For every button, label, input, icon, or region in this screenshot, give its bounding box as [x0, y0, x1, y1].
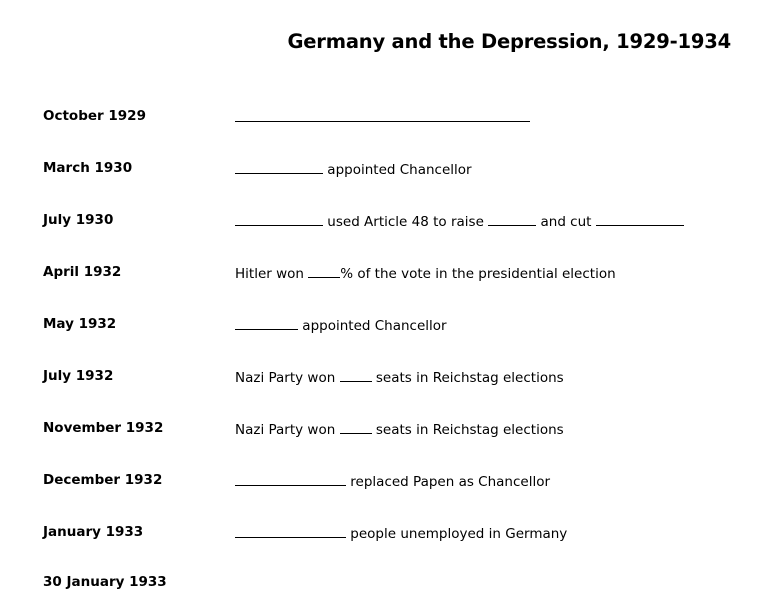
row-content	[235, 470, 550, 492]
row-date: November 1932	[43, 420, 164, 436]
answer-blank[interactable]	[235, 158, 323, 174]
timeline-row	[0, 572, 782, 592]
row-text: appointed Chancellor	[327, 162, 472, 178]
row-date: July 1932	[43, 368, 114, 384]
timeline-row	[0, 470, 782, 490]
answer-blank[interactable]	[235, 470, 346, 486]
row-text: % of the vote in the presidential election	[340, 266, 616, 282]
row-text: appointed Chancellor	[302, 318, 447, 334]
timeline-row	[0, 522, 782, 542]
answer-blank[interactable]	[340, 418, 372, 434]
row-content	[235, 366, 564, 388]
row-date: May 1932	[43, 316, 117, 332]
timeline-row	[0, 106, 782, 126]
row-date: January 1933	[43, 524, 144, 540]
row-text: people unemployed in Germany	[350, 526, 568, 542]
row-date: 30 January 1933	[43, 574, 167, 590]
answer-blank[interactable]	[235, 210, 323, 226]
row-content	[235, 106, 530, 128]
row-text: Nazi Party won	[235, 422, 336, 438]
row-text: replaced Papen as Chancellor	[350, 474, 551, 490]
timeline-row	[0, 314, 782, 334]
row-content	[235, 262, 616, 284]
row-text: Nazi Party won	[235, 370, 336, 386]
page-title: Germany and the Depression, 1929-1934	[287, 30, 731, 53]
timeline-row	[0, 418, 782, 438]
answer-blank[interactable]	[235, 314, 298, 330]
row-content	[235, 210, 684, 232]
timeline-row	[0, 210, 782, 230]
timeline-row	[0, 158, 782, 178]
row-text: seats in Reichstag elections	[375, 370, 564, 386]
row-content	[235, 522, 567, 544]
answer-blank[interactable]	[235, 106, 530, 122]
answer-blank[interactable]	[235, 522, 346, 538]
row-content	[235, 418, 564, 440]
answer-blank[interactable]	[308, 262, 340, 278]
answer-blank[interactable]	[488, 210, 536, 226]
answer-blank[interactable]	[340, 366, 372, 382]
row-date: December 1932	[43, 472, 163, 488]
timeline-row	[0, 262, 782, 282]
row-content	[235, 158, 472, 180]
row-date: July 1930	[43, 212, 114, 228]
row-content	[235, 314, 447, 336]
row-text: used Article 48 to raise	[327, 214, 484, 230]
answer-blank[interactable]	[596, 210, 684, 226]
row-text: seats in Reichstag elections	[375, 422, 564, 438]
row-text: and cut	[540, 214, 592, 230]
timeline-row	[0, 366, 782, 386]
row-text: Hitler won	[235, 266, 304, 282]
row-date: March 1930	[43, 160, 133, 176]
row-date: April 1932	[43, 264, 122, 280]
row-date: October 1929	[43, 108, 146, 124]
